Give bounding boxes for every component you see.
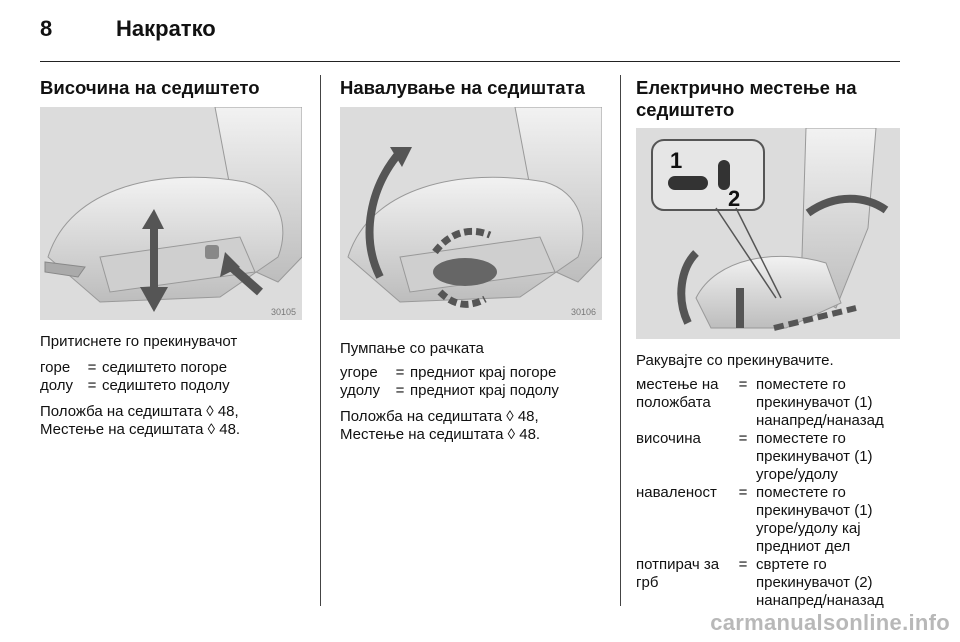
table-row: наваленост = поместете го прекинувачот (1) угоре/удолу кај предниот дел bbox=[636, 484, 873, 555]
electric-adjust-text bbox=[636, 352, 906, 610]
intro-text: Притиснете го прекинувачот bbox=[40, 333, 238, 350]
seat-switch-shape bbox=[205, 245, 219, 259]
switch-callout-shape bbox=[652, 140, 764, 210]
section-heading: Електрично местење на седиштето bbox=[636, 77, 857, 120]
table-row: долу = седиштето подолу bbox=[40, 377, 230, 394]
watermark: carmanualsonline.info bbox=[710, 610, 950, 635]
seat-tilt-figure bbox=[340, 107, 602, 320]
seat-height-figure bbox=[40, 107, 302, 320]
section-electric-adjust bbox=[636, 77, 906, 121]
cross-reference[interactable]: Положба на седиштата ◊ 48, bbox=[40, 403, 239, 420]
seat-switch-1-shape bbox=[668, 176, 708, 190]
table-row: удолу = предниот крај подолу bbox=[340, 382, 559, 399]
seat-tilt-text bbox=[340, 340, 615, 444]
cross-reference[interactable]: Местење на седиштата ◊ 48. bbox=[40, 421, 241, 438]
table-row: горе = седиштето погоре bbox=[40, 359, 228, 376]
switch-label-1: 1 bbox=[670, 148, 683, 173]
figure-code: 30106 bbox=[570, 307, 596, 317]
page-number: 8 bbox=[40, 16, 53, 41]
cross-reference[interactable]: Местење на седиштата ◊ 48. bbox=[340, 426, 541, 443]
seat-height-text bbox=[40, 333, 310, 439]
function-table bbox=[340, 364, 559, 400]
cross-reference[interactable]: Положба на седиштата ◊ 48, bbox=[340, 408, 539, 425]
intro-text: Пумпање со рачката bbox=[340, 340, 484, 357]
table-row: местење на положбата = поместете го прекинувачот (1) нанапред/наназад bbox=[636, 376, 884, 429]
function-table bbox=[636, 376, 884, 610]
page-ref-icon: ◊ bbox=[507, 426, 516, 443]
figure-code: 30105 bbox=[270, 307, 296, 317]
section-heading: Височина на седиштето bbox=[40, 77, 260, 98]
section-seat-tilt bbox=[340, 77, 610, 99]
page-title: Накратко bbox=[116, 16, 216, 41]
table-row: потпирач за грб = свртете го прекинувачот (2) нанапред/наназад bbox=[636, 556, 884, 609]
switch-label-2: 2 bbox=[728, 186, 741, 211]
section-heading: Навалување на седиштата bbox=[340, 77, 585, 98]
page-ref-icon: ◊ bbox=[207, 421, 216, 438]
function-table bbox=[40, 359, 230, 395]
electric-seat-figure bbox=[636, 128, 900, 339]
table-row: височина = поместете го прекинувачот (1) угоре/удолу bbox=[636, 430, 873, 483]
column-divider-1 bbox=[320, 75, 321, 606]
page-header bbox=[40, 16, 216, 42]
header-rule bbox=[40, 61, 900, 62]
column-divider-2 bbox=[620, 75, 621, 606]
section-seat-height bbox=[40, 77, 308, 99]
pump-lever-shape bbox=[433, 258, 497, 286]
page-ref-icon: ◊ bbox=[506, 408, 514, 425]
table-row: угоре = предниот крај погоре bbox=[340, 364, 557, 381]
intro-text: Ракувајте со прекинувачите. bbox=[636, 352, 834, 369]
page-ref-icon: ◊ bbox=[206, 403, 214, 420]
